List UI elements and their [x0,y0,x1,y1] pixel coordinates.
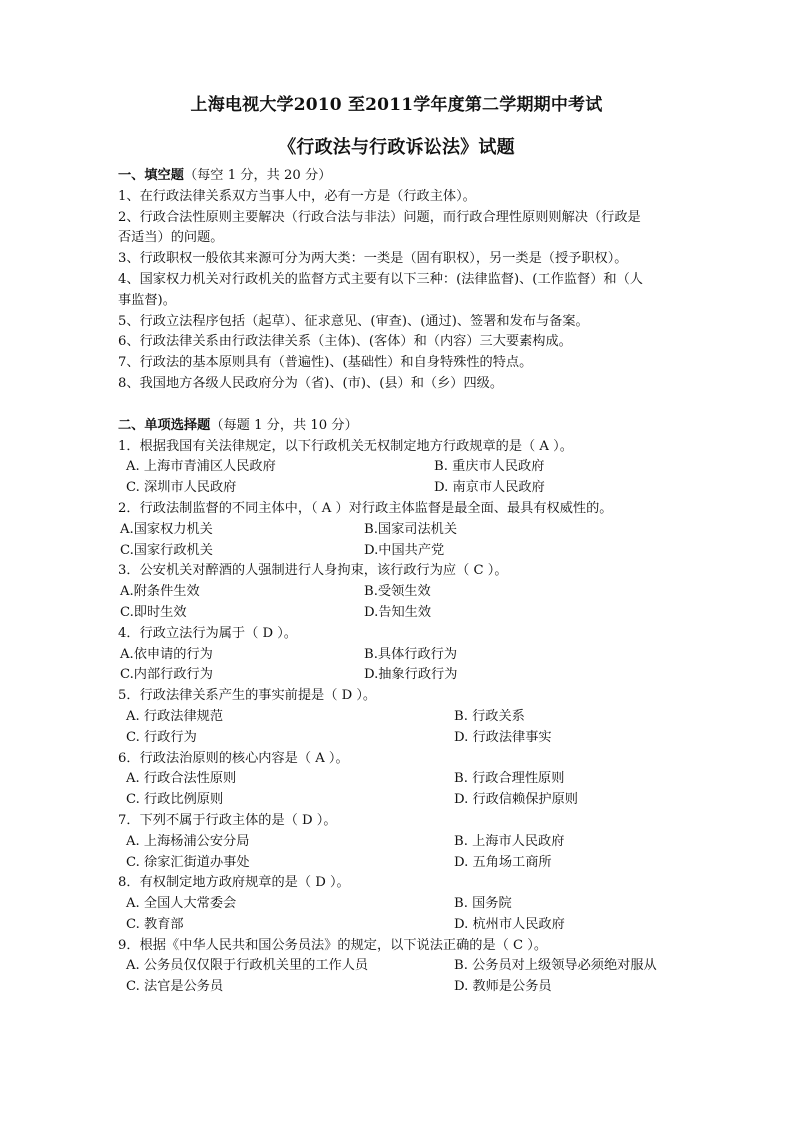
option: B. 上海市人民政府 [454,833,565,849]
question-text: 2．行政法制监督的不同主体中，（ A ）对行政主体监督是最全面、最具有权威性的。 [118,500,613,516]
fill-in-line: 否适当）的问题。 [118,230,224,246]
option: B. 国务院 [454,896,512,912]
option-row [118,915,680,936]
question-text: 5．行政法律关系产生的事实前提是（ D ）。 [118,688,377,704]
option: A. 上海杨浦公安分局 [126,833,250,849]
fill-in-line: 事监督)。 [118,292,176,308]
option-row [118,645,680,666]
fill-in-line: 3、行政职权一般依其来源可分为两大类：一类是（固有职权），另一类是（授予职权）。 [118,251,628,267]
option: A. 公务员仅仅限于行政机关里的工作人员 [126,958,369,974]
section-gap [118,395,680,416]
option: D. 行政信赖保护原则 [454,792,578,808]
option: D. 五角场工商所 [454,854,552,870]
section-title: 一、填空题 [118,168,184,183]
question-text: 3．公安机关对醉酒的人强制进行人身拘束，该行政行为应（ C ）。 [118,563,508,579]
option-row [118,520,680,541]
option: D. 杭州市人民政府 [454,916,565,932]
fill-in-line: 6、行政法律关系由行政法律关系（主体)、(客体）和（内容）三大要素构成。 [118,334,572,350]
option: C. 行政行为 [126,729,197,745]
option: D.告知生效 [364,604,432,620]
option: B. 重庆市人民政府 [434,459,545,475]
option: A. 行政法律规范 [126,708,224,724]
option-row [118,956,680,977]
option-row [118,665,680,686]
option: B. 公务员对上级领导必须绝对服从 [454,958,657,974]
question-text: 8．有权制定地方政府规章的是（ D ）。 [118,875,350,891]
option: D. 教师是公务员 [454,979,552,995]
option: A.依申请的行为 [120,646,213,662]
exam-content [118,166,680,998]
option: D. 行政法律事实 [454,729,552,745]
option: B.国家司法机关 [364,521,458,537]
option-row [118,707,680,728]
option: C.内部行政行为 [120,667,213,683]
option: B. 行政合理性原则 [454,771,565,787]
option-row [118,832,680,853]
fill-in-line: 4、国家权力机关对行政机关的监督方式主要有以下三种：(法律监督)、(工作监督）和（人 [118,271,643,287]
exam-title: 上海电视大学2010 至2011学年度第二学期期中考试 [190,95,603,115]
option: D. 南京市人民政府 [434,480,545,496]
fill-in-line: 8、我国地方各级人民政府分为（省)、(市)、(县）和（乡）四级。 [118,375,504,391]
option: D.中国共产党 [364,542,445,558]
option: A. 全国人大常委会 [126,896,237,912]
option-row [118,790,680,811]
section-note: （每题 1 分，共 10 分） [210,417,358,433]
option: A. 上海市青浦区人民政府 [126,459,276,475]
question-text: 9．根据《中华人民共和国公务员法》的规定，以下说法正确的是（ C ）。 [118,937,548,953]
option: C. 法官是公务员 [126,979,224,995]
option-row [118,977,680,998]
question-text: 4．行政立法行为属于（ D ）。 [118,625,297,641]
fill-in-line: 1、在行政法律关系双方当事人中，必有一方是（行政主体）。 [118,188,476,204]
exam-subtitle: 《行政法与行政诉讼法》试题 [278,137,515,158]
fill-in-line: 7、行政法的基本原则具有（普遍性)、(基础性）和自身特殊性的特点。 [118,355,533,371]
section-note: （每空 1 分，共 20 分） [183,168,332,183]
option: B.受领生效 [364,584,431,600]
option: C.国家行政机关 [120,542,213,558]
fill-in-line: 2、行政合法性原则主要解决（行政合法与非法）问题，而行政合理性原则则解决（行政是 [118,209,641,225]
option-row [118,853,680,874]
section-heading-fill-in [118,166,680,187]
section-title: 二、单项选择题 [118,417,211,433]
option-row [118,541,680,562]
option: C. 徐家汇街道办事处 [126,854,250,870]
question-text: 1．根据我国有关法律规定，以下行政机关无权制定地方行政规章的是（ A ）。 [118,438,573,454]
fill-in-line: 5、行政立法程序包括（起草）、征求意见、(审查)、(通过)、签署和发布与备案。 [118,313,589,329]
option: A.附条件生效 [120,584,200,600]
option-row [118,728,680,749]
option: B. 行政关系 [454,708,525,724]
section-heading-choice [118,416,680,437]
option: C. 教育部 [126,916,184,932]
option-row [118,582,680,603]
question-text: 7．下列不属于行政主体的是（ D ）。 [118,812,337,828]
option-row [118,457,680,478]
option-row [118,478,680,499]
option: A.国家权力机关 [120,521,213,537]
option-row [118,769,680,790]
option: C. 行政比例原则 [126,792,224,808]
option: C. 深圳市人民政府 [126,480,237,496]
option-row [118,894,680,915]
option: B.具体行政行为 [364,646,458,662]
option: C.即时生效 [120,604,187,620]
option-row [118,603,680,624]
option: A. 行政合法性原则 [126,771,237,787]
question-text: 6．行政法治原则的核心内容是（ A ）。 [118,750,349,766]
option: D.抽象行政行为 [364,667,458,683]
